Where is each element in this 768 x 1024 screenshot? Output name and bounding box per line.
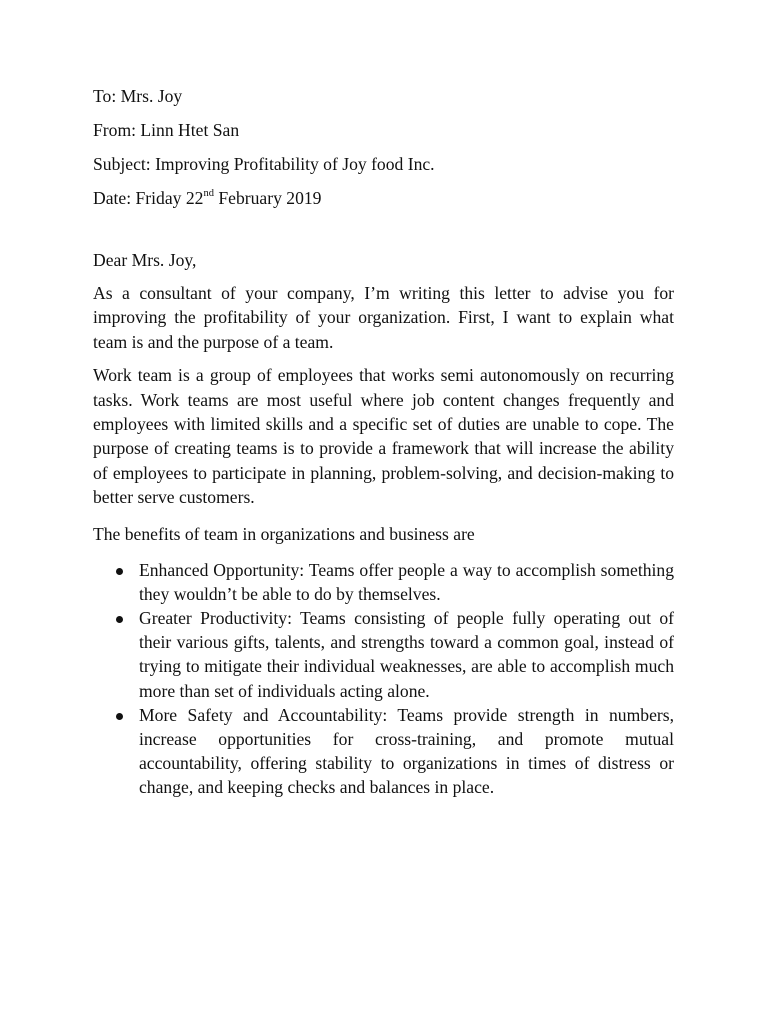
paragraph-work-team: Work team is a group of employees that works semi autonomously on recurring tasks. Work teams are most useful where job content changes frequently and employees with limited skills and a specific set of duties are unable to cope. The purpose of creating teams is to provide a framework that will increase the ability of employees to participate in planning, problem-solving, and decision-making to better serve customers. (93, 365, 674, 508)
list-item (93, 606, 674, 703)
date-ordinal-suffix: nd (203, 188, 214, 200)
to-line (93, 84, 674, 108)
list-item (93, 558, 674, 606)
subject-label: Subject: (93, 154, 151, 174)
salutation: Dear Mrs. Joy, (93, 250, 197, 270)
to-value: Mrs. Joy (120, 86, 183, 106)
benefits-intro: The benefits of team in organizations and business are (93, 523, 475, 544)
from-label: From: (93, 120, 137, 140)
paragraph-intro: As a consultant of your company, I’m writing this letter to advise you for improving the profitability of your organization. First, I want to explain what team is and the purpose of a team. (93, 283, 674, 352)
benefit-text: More Safety and Accountability: Teams provide strength in numbers, increase opportunities for cross-training, and promote mutual accountability, offering stability to organizations in times of distress or change, and keeping checks and balances in place. (139, 704, 674, 798)
list-item (93, 703, 674, 800)
date-line (93, 186, 674, 210)
letter (93, 84, 674, 800)
date-label: Date: (93, 188, 132, 208)
date-day: Friday 22 (135, 188, 204, 208)
subject-value: Improving Profitability of Joy food Inc. (155, 154, 435, 174)
benefit-text: Enhanced Opportunity: Teams offer people a way to accomplish something they wouldn’t be able to do by themselves. (139, 559, 674, 604)
subject-line (93, 152, 674, 176)
bullet-icon (116, 616, 123, 623)
from-line (93, 118, 674, 142)
benefits-list (93, 558, 674, 800)
to-label: To: (93, 86, 117, 106)
date-month-year: February 2019 (218, 188, 322, 208)
bullet-icon (116, 713, 123, 720)
from-value: Linn Htet San (140, 120, 240, 140)
bullet-icon (116, 568, 123, 575)
benefit-text: Greater Productivity: Teams consisting of people fully operating out of their various gifts, talents, and strengths toward a common goal, instead of trying to mitigate their individual weaknesses, are able to accomplish much more than set of individuals acting alone. (139, 608, 674, 701)
